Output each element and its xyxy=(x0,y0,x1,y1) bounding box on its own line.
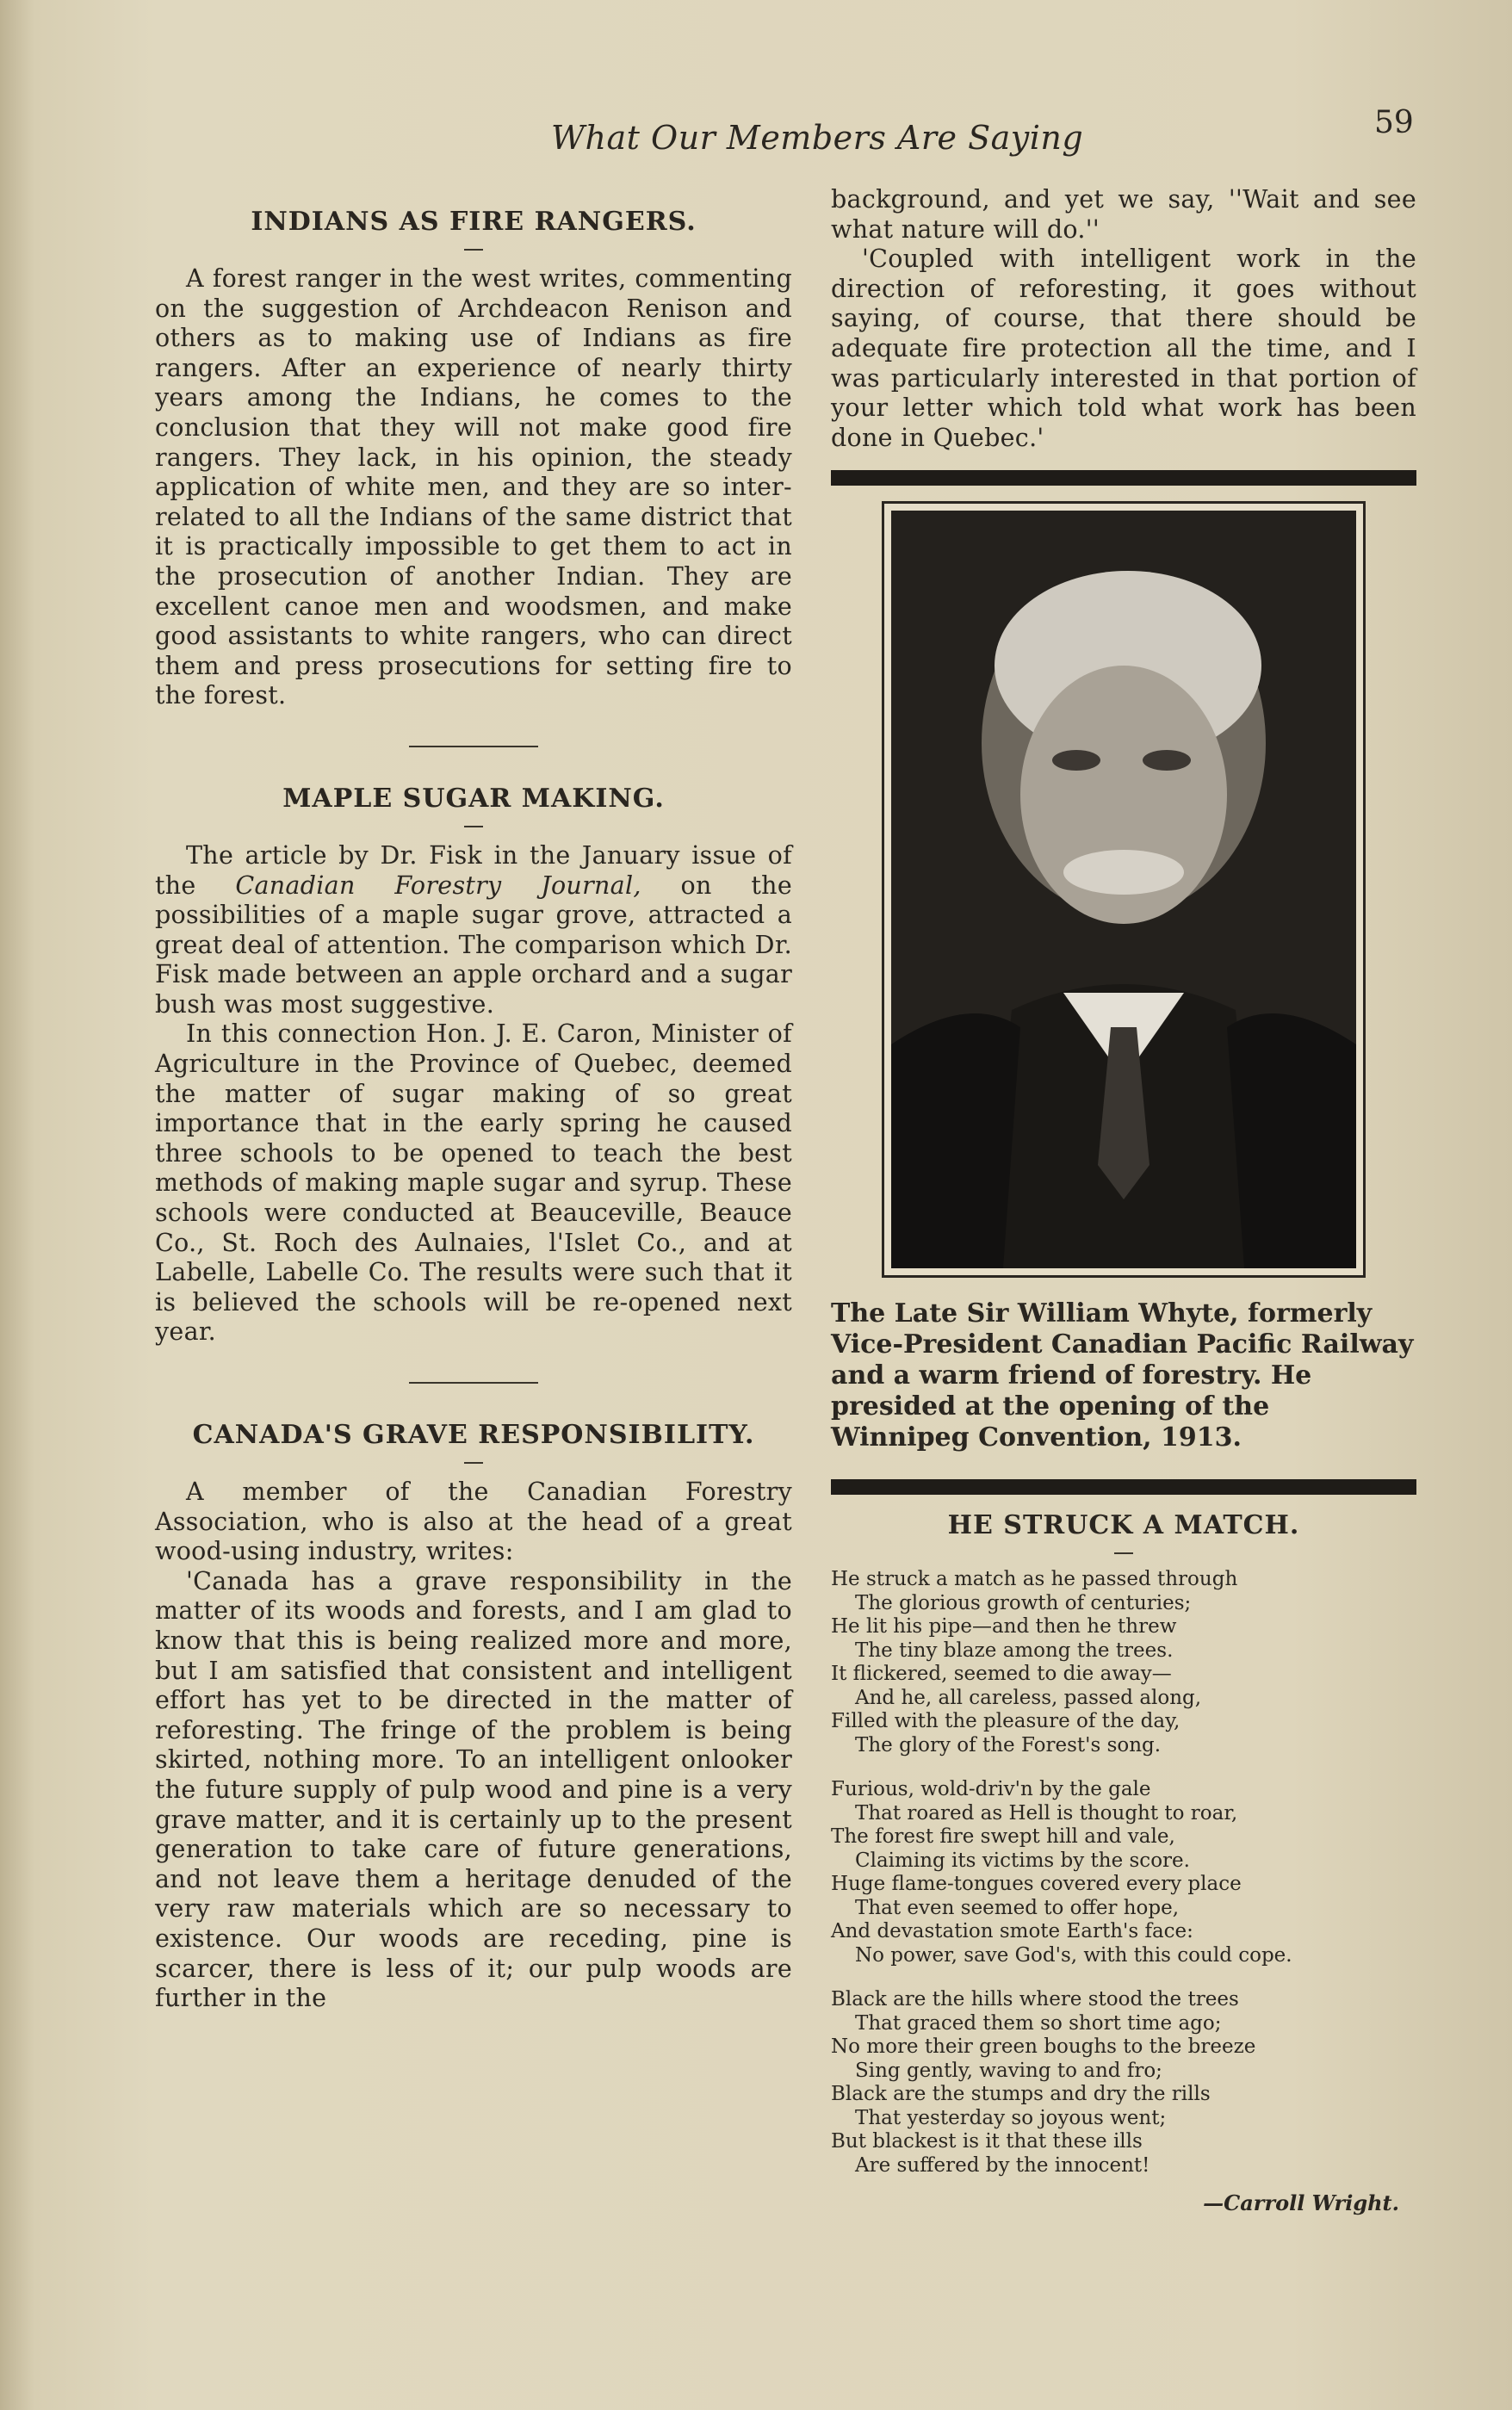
poem-line: He lit his pipe—and then he threw xyxy=(831,1615,1177,1639)
article-paragraph: In this connection Hon. J. E. Caron, Minister of Agriculture in the Province of Quebec, deemed the matter of sugar making of so great importance that in the early spring he caused three schools to be opened to teach the best methods of making maple sugar and syrup. These schools were conducted at Beauceville, Beauce Co., St. Roch des Aulnaies, l'Islet Co., and at Labelle, Labelle Co. The results were such that it is believed the schools will be re-opened next year. xyxy=(155,1019,792,1347)
poem-line: That graced them so short time ago; xyxy=(855,2011,1222,2035)
poem-he-struck-a-match xyxy=(831,1510,1416,2215)
article-paragraph: A forest ranger in the west writes, commenting on the suggestion of Archdeacon Renison and others as to making use of Indians as fire rangers. After an experience of nearly thirty years among the Indians, he comes to the conclusion that they will not make good fire rangers. They lack, in his opinion, the steady application of white men, and they are so inter-related to all the Indians of the same district that it is practically impossible to get them to act in the prosecution of another Indian. They are excellent canoe men and woodsmen, and make good assistants to white rangers, who can direct them and press prosecutions for setting fire to the forest. xyxy=(155,264,792,710)
poem-line: But blackest is it that these ills xyxy=(831,2130,1143,2153)
photo-caption: The Late Sir William Whyte, formerly Vice-President Canadian Pacific Railway and a warm friend of forestry. He presided at the opening of the Winnipeg Convention, 1913. xyxy=(831,1298,1414,1453)
poem-line: Claiming its victims by the score. xyxy=(855,1849,1190,1872)
poem-stanza xyxy=(831,1568,1416,1757)
left-column xyxy=(155,207,792,2014)
poem-line: The tiny blaze among the trees. xyxy=(855,1639,1174,1662)
poem-line: The forest fire swept hill and vale, xyxy=(831,1825,1175,1849)
poem-line: And he, all careless, passed along, xyxy=(855,1686,1202,1709)
title-dash xyxy=(464,1462,483,1464)
article-canadas-grave-responsibility xyxy=(155,1420,792,2014)
poem-line: Furious, wold-driv'n by the gale xyxy=(831,1778,1151,1801)
poem-line: That roared as Hell is thought to roar, xyxy=(855,1801,1238,1825)
article-title: CANADA'S GRAVE RESPONSIBILITY. xyxy=(192,1420,755,1450)
poem-line: And devastation smote Earth's face: xyxy=(831,1920,1193,1943)
poem-line: Black are the stumps and dry the rills xyxy=(831,2083,1211,2106)
poem-line: Are suffered by the innocent! xyxy=(855,2153,1150,2177)
article-paragraph: 'Coupled with intelligent work in the direction of reforesting, it goes without saying, of course, that there should be adequate fire protection all the time, and I was particularly interested in that portion of your letter which told what work has been done in Quebec.' xyxy=(831,245,1416,452)
continued-paragraph: background, and yet we say, ''Wait and see what nature will do.'' xyxy=(831,185,1416,244)
section-divider xyxy=(409,746,538,747)
thick-rule xyxy=(831,470,1416,486)
title-dash xyxy=(464,826,483,827)
article-title: INDIANS AS FIRE RANGERS. xyxy=(251,207,697,237)
poem-author: —Carroll Wright. xyxy=(1203,2190,1399,2216)
portrait-frame xyxy=(882,501,1366,1278)
poem-line: The glory of the Forest's song. xyxy=(855,1733,1162,1756)
title-dash xyxy=(464,249,483,251)
poem-line: No more their green boughs to the breeze xyxy=(831,2035,1256,2059)
portrait-photo xyxy=(891,511,1356,1268)
article-title: MAPLE SUGAR MAKING. xyxy=(282,783,665,814)
section-divider xyxy=(409,1382,538,1384)
poem-line: The glorious growth of centuries; xyxy=(855,1591,1192,1614)
text-run: on the possibilities of a maple sugar grove, attracted a great deal of attention. The comparison which Dr. Fisk made between an apple orchard and a sugar bush was most suggestive. xyxy=(155,870,792,1019)
poem-line: Huge flame-tongues covered every place xyxy=(831,1873,1242,1896)
poem-line: Sing gently, waving to and fro; xyxy=(855,2059,1162,2082)
journal-title: Canadian Forestry Journal, xyxy=(235,870,641,900)
article-paragraph xyxy=(155,841,792,1020)
portrait-illustration xyxy=(891,511,1356,1268)
thick-rule xyxy=(831,1479,1416,1495)
poem-line: No power, save God's, with this could cope. xyxy=(855,1943,1292,1967)
poem-stanza xyxy=(831,1988,1416,2178)
title-dash xyxy=(1114,1552,1133,1554)
article-maple-sugar-making xyxy=(155,784,792,1347)
poem-line: He struck a match as he passed through xyxy=(831,1568,1238,1591)
running-header: What Our Members Are Saying xyxy=(551,119,1084,157)
poem-stanza xyxy=(831,1778,1416,1967)
poem-title: HE STRUCK A MATCH. xyxy=(947,1510,1300,1541)
right-column xyxy=(831,185,1416,2215)
text-run: The article by Dr. Fisk in the January issue of the xyxy=(155,840,792,900)
poem-line: That yesterday so joyous went; xyxy=(855,2106,1167,2129)
article-paragraph: A member of the Canadian Forestry Association, who is also at the head of a great wood-using industry, writes: xyxy=(155,1478,792,1566)
poem-line: Filled with the pleasure of the day, xyxy=(831,1710,1180,1733)
poem-body xyxy=(831,1568,1416,2215)
article-paragraph: 'Canada has a grave responsibility in the matter of its woods and forests, and I am glad to know that this is being realized more and more, but I am satisfied that consistent and intelligent effort has yet to be directed in the matter of reforesting. The fringe of the problem is being skirted, nothing more. To an intelligent onlooker the future supply of pulp wood and pine is a very grave matter, and it is certainly up to the present generation to take care of future generations, and not leave them a heritage denuded of the very raw materials which are so necessary to existence. Our woods are receding, pine is scarcer, there is less of it; our pulp woods are further in the xyxy=(155,1566,792,2013)
poem-line: It flickered, seemed to die away— xyxy=(831,1663,1172,1686)
poem-line: Black are the hills where stood the trees xyxy=(831,1988,1239,2011)
poem-line: That even seemed to offer hope, xyxy=(855,1896,1180,1919)
article-indians-fire-rangers xyxy=(155,207,792,711)
page-number: 59 xyxy=(1374,105,1414,140)
